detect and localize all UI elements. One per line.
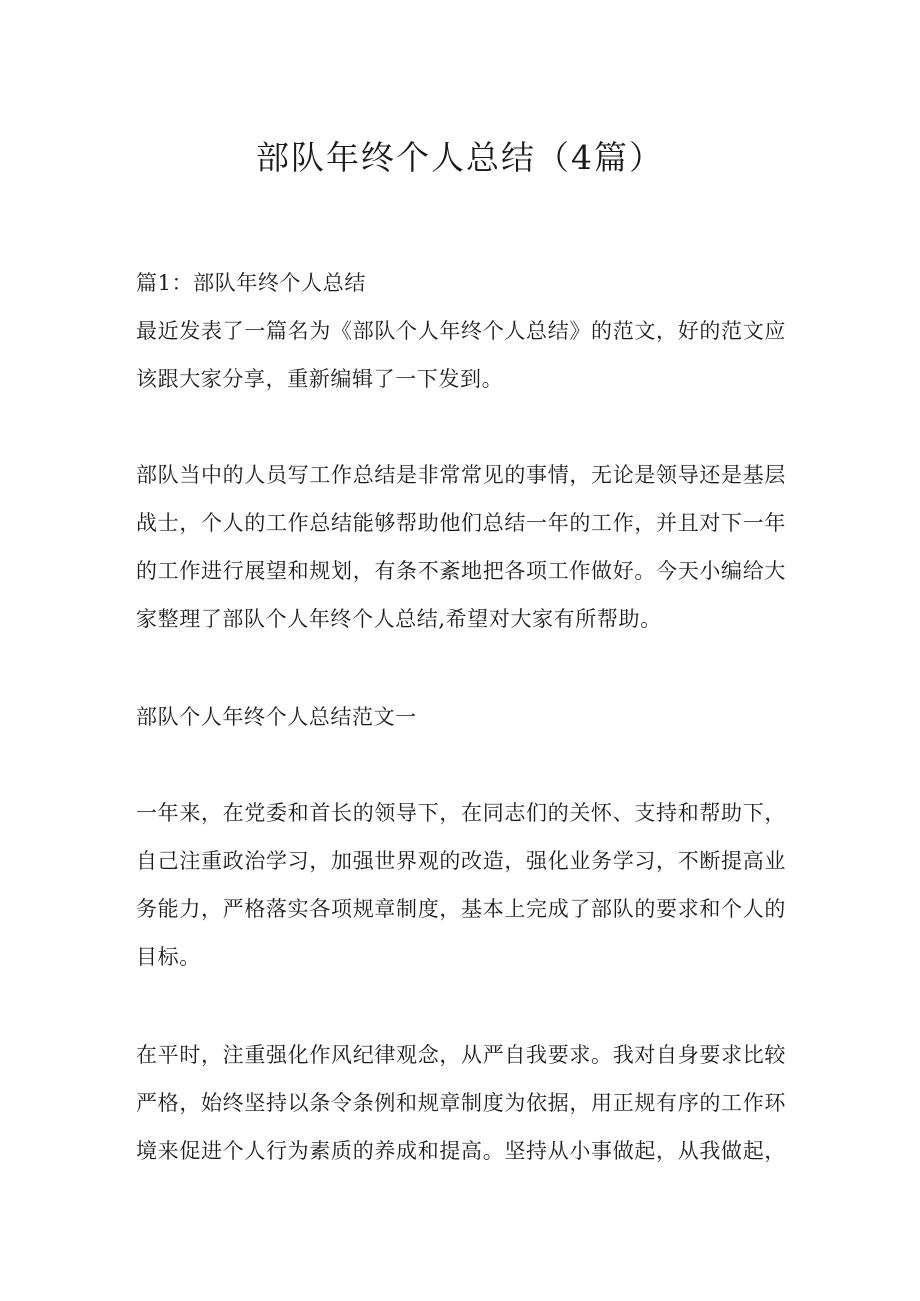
- paragraph-line: 严格，始终坚持以条令条例和规章制度为依据，用正规有序的工作环: [136, 1091, 786, 1115]
- paragraph-line: 务能力，严格落实各项规章制度，基本上完成了部队的要求和个人的: [136, 897, 786, 921]
- paragraph-line: 家整理了部队个人年终个人总结,希望对大家有所帮助。: [136, 607, 662, 631]
- paragraph-line: 战士，个人的工作总结能够帮助他们总结一年的工作，并且对下一年: [136, 511, 786, 535]
- document-title: 部队年终个人总结（4篇）: [256, 138, 664, 177]
- paragraph-line: 的工作进行展望和规划，有条不紊地把各项工作做好。今天小编给大: [136, 559, 786, 583]
- paragraph-line: 自己注重政治学习，加强世界观的改造，强化业务学习，不断提高业: [136, 849, 786, 873]
- paragraph-line: 在平时，注重强化作风纪律观念，从严自我要求。我对自身要求比较: [136, 1043, 786, 1067]
- subsection-heading: 部队个人年终个人总结范文一: [136, 705, 417, 729]
- paragraph-line: 部队当中的人员写工作总结是非常常见的事情，无论是领导还是基层: [136, 463, 786, 487]
- paragraph-line: 最近发表了一篇名为《部队个人年终个人总结》的范文，好的范文应: [136, 319, 786, 343]
- paragraph-line: 该跟大家分享，重新编辑了一下发到。: [136, 367, 504, 391]
- section-heading: 篇1：部队年终个人总结: [136, 271, 366, 295]
- paragraph-line: 一年来，在党委和首长的领导下，在同志们的关怀、支持和帮助下，: [136, 801, 786, 825]
- paragraph-line: 境来促进个人行为素质的养成和提高。坚持从小事做起，从我做起，: [136, 1139, 786, 1163]
- paragraph-line: 目标。: [136, 945, 201, 969]
